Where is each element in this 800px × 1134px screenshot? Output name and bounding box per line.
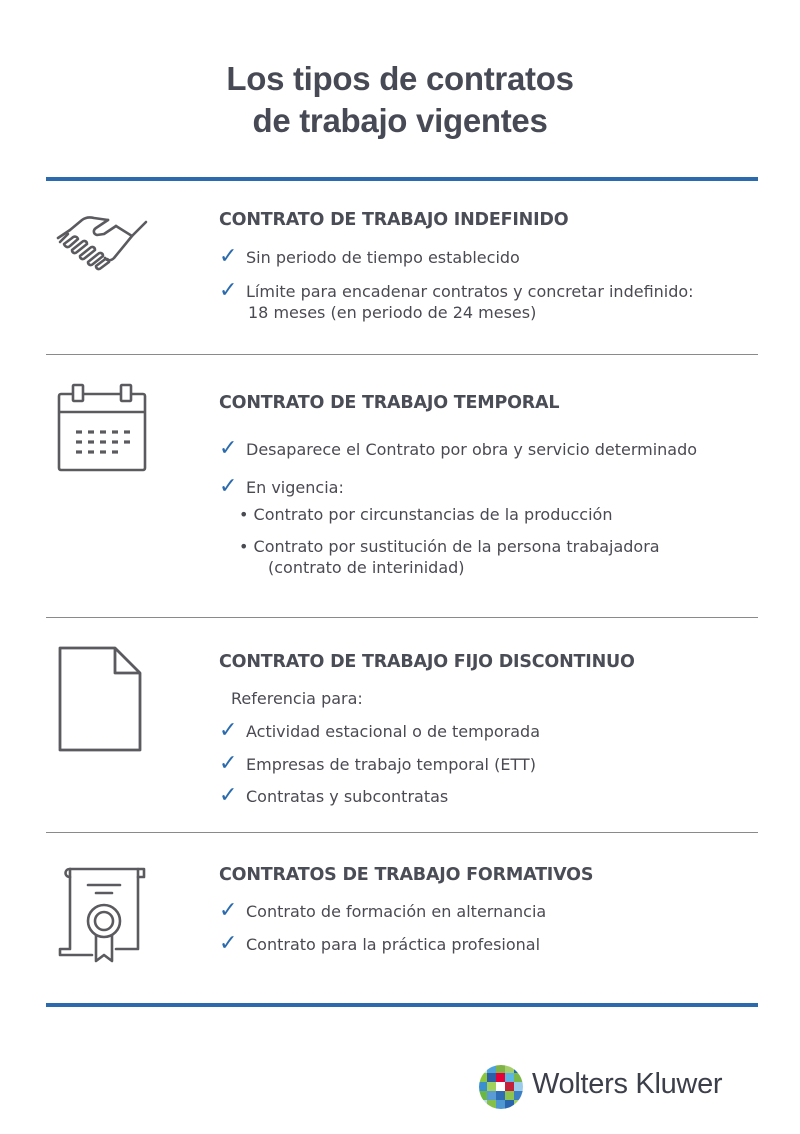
section-fijo-heading: CONTRATO DE TRABAJO FIJO DISCONTINUO [219,652,635,672]
top-divider [46,177,758,181]
bottom-divider [46,1003,758,1007]
list-item-text: Límite para encadenar contratos y concretar indefinido: [246,282,694,301]
list-item-text: Empresas de trabajo temporal (ETT) [246,755,536,774]
wolters-kluwer-mosaic-icon [478,1064,524,1110]
title-line-1: Los tipos de contratos [226,60,574,97]
checkmark-icon: ✓ [219,244,238,269]
brand-logo [478,1064,758,1108]
title-line-2: de trabajo vigentes [252,102,548,139]
checkmark-icon: ✓ [219,898,238,923]
checkmark-icon: ✓ [219,931,238,956]
section-divider [46,354,758,355]
checkmark-icon: ✓ [219,718,238,743]
list-item-text: Actividad estacional o de temporada [246,722,541,741]
sub-list-item: • Contrato por circunstancias de la producción [239,505,613,524]
section-intro-text: Referencia para: [231,689,363,708]
sub-list-item-continuation: (contrato de interinidad) [268,558,465,577]
list-item-text: Sin periodo de tiempo establecido [246,248,520,267]
checkmark-icon: ✓ [219,436,238,461]
checkmark-icon: ✓ [219,278,238,303]
section-formativos-heading: CONTRATOS DE TRABAJO FORMATIVOS [219,865,594,885]
list-item-text: Contrato para la práctica profesional [246,935,541,954]
list-item-text: Contrato de formación en alternancia [246,902,547,921]
handshake-icon [56,208,148,278]
page-title [0,58,800,142]
certificate-icon [56,863,150,967]
section-divider [46,832,758,833]
list-item-text: Contratas y subcontratas [246,787,449,806]
list-item-text: En vigencia: [246,478,344,497]
document-icon [57,645,143,753]
brand-name: Wolters Kluwer [532,1068,723,1100]
list-item-continuation: 18 meses (en periodo de 24 meses) [248,303,537,322]
checkmark-icon: ✓ [219,783,238,808]
section-indefinido-heading: CONTRATO DE TRABAJO INDEFINIDO [219,210,569,230]
sub-list-item: • Contrato por sustitución de la persona trabajadora [239,537,660,556]
checkmark-icon: ✓ [219,474,238,499]
section-divider [46,617,758,618]
section-temporal-heading: CONTRATO DE TRABAJO TEMPORAL [219,393,560,413]
calendar-icon [56,382,148,474]
list-item-text: Desaparece el Contrato por obra y servicio determinado [246,440,698,459]
checkmark-icon: ✓ [219,751,238,776]
